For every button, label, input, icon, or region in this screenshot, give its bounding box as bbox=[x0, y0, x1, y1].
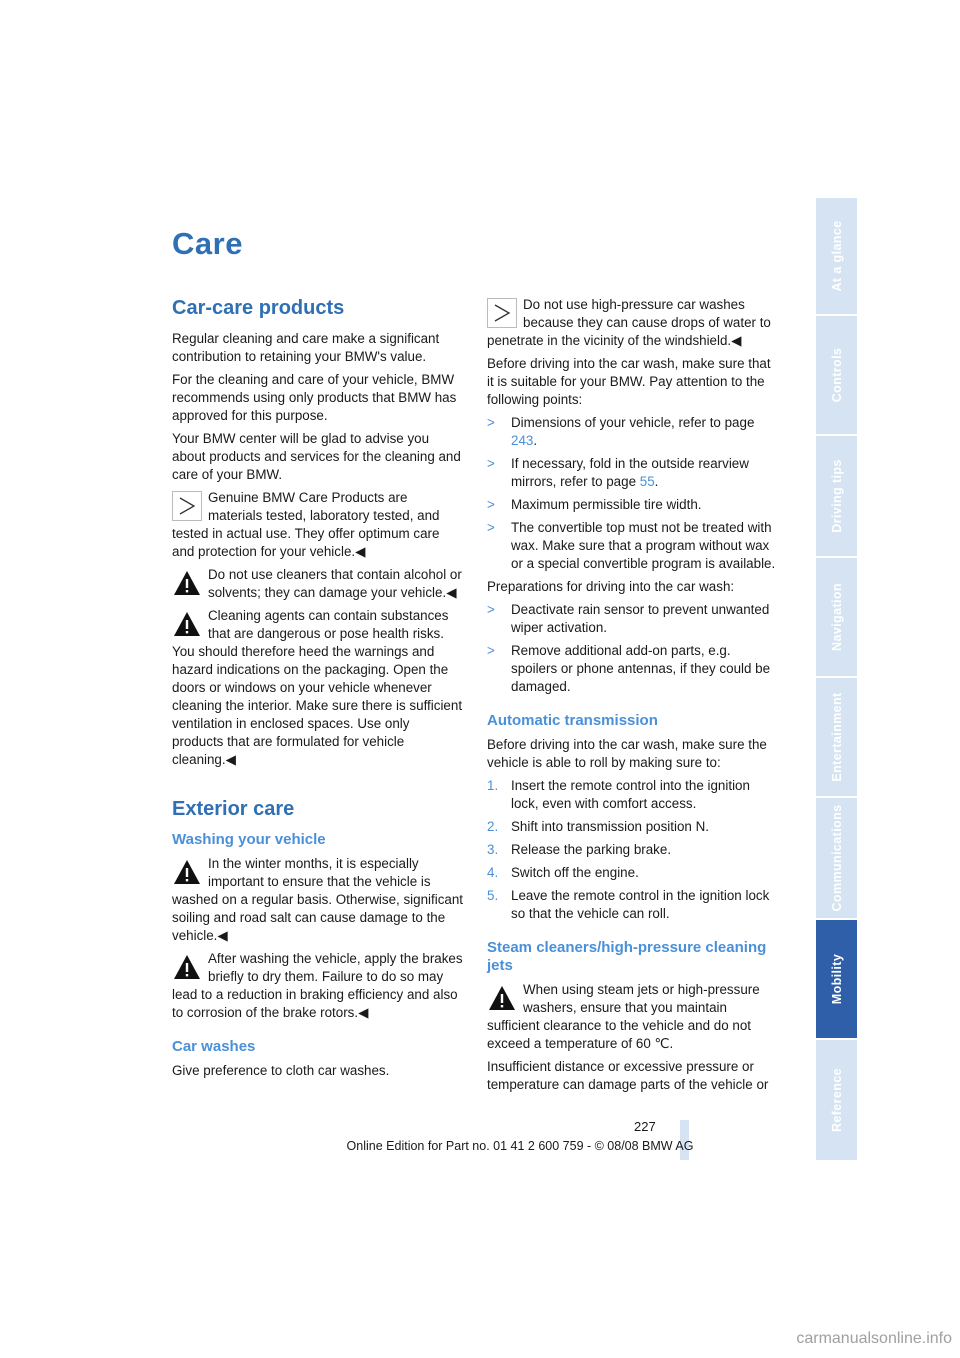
right-column bbox=[487, 296, 779, 1099]
warning-block: Cleaning agents can contain substances that are dangerous or pose health risks. You should therefore heed the warnings and hazard indications on the packaging. Open the doors or windows on your vehicle whenever cleaning the interior. Make sure there is sufficient ventilation in enclosed spaces. Use only products that are formulated for vehicle cleaning.◀ bbox=[172, 608, 463, 767]
warning-icon bbox=[172, 857, 202, 887]
paragraph: Regular cleaning and care make a significant contribution to retaining your BMW's value. bbox=[172, 331, 440, 364]
list-item: > Deactivate rain sensor to prevent unwanted wiper activation. bbox=[487, 602, 770, 635]
step-item: 4. Switch off the engine. bbox=[487, 865, 639, 880]
paragraph: Insufficient distance or excessive pressure or temperature can damage parts of the vehicle or bbox=[487, 1059, 769, 1092]
page-number: 227 bbox=[634, 1119, 656, 1134]
warning-icon bbox=[172, 568, 202, 598]
paragraph: Give preference to cloth car washes. bbox=[172, 1063, 390, 1078]
page-link[interactable]: 55 bbox=[639, 474, 655, 489]
watermark: carmanualsonline.info bbox=[796, 1330, 952, 1347]
warning-icon bbox=[172, 609, 202, 639]
warning-icon bbox=[172, 952, 202, 982]
subheading-steam-cleaners: Steam cleaners/high-pressure cleaning jets bbox=[487, 939, 767, 974]
step-item: 5. Leave the remote control in the ignition lock so that the vehicle can roll. bbox=[487, 888, 770, 921]
chapter-sidebar bbox=[816, 198, 857, 1160]
list-item: > The convertible top must not be treated with wax. Make sure that a program without wax or a special convertible program is available. bbox=[487, 520, 776, 571]
list-item: > Dimensions of your vehicle, refer to page 243. bbox=[487, 415, 755, 448]
tab-communications[interactable]: Communications bbox=[816, 798, 857, 920]
page-link[interactable]: 243 bbox=[511, 433, 534, 448]
warning-block: Do not use cleaners that contain alcohol or solvents; they can damage your vehicle.◀ bbox=[172, 566, 464, 602]
tab-driving-tips[interactable]: Driving tips bbox=[816, 436, 857, 558]
subheading-automatic-transmission: Automatic transmission bbox=[487, 712, 658, 729]
tab-at-a-glance[interactable]: At a glance bbox=[816, 198, 857, 316]
note-icon bbox=[487, 298, 517, 328]
tab-entertainment[interactable]: Entertainment bbox=[816, 678, 857, 798]
tab-controls[interactable]: Controls bbox=[816, 316, 857, 436]
page-title: Care bbox=[172, 226, 243, 261]
paragraph: Preparations for driving into the car wash: bbox=[487, 579, 735, 594]
warning-block: After washing the vehicle, apply the brakes briefly to dry them. Failure to do so may lead to a reduction in braking efficiency and also to corrosion of the brake rotors.◀ bbox=[172, 951, 463, 1020]
step-item: 1. Insert the remote control into the ignition lock, even with comfort access. bbox=[487, 778, 750, 811]
paragraph: Before driving into the car wash, make sure that it is suitable for your BMW. Pay attention to the following points: bbox=[487, 356, 771, 407]
subheading-washing: Washing your vehicle bbox=[172, 831, 326, 848]
list-item: > Maximum permissible tire width. bbox=[487, 497, 702, 512]
section-heading-exterior: Exterior care bbox=[172, 798, 295, 820]
note-icon bbox=[172, 491, 202, 521]
tab-navigation[interactable]: Navigation bbox=[816, 558, 857, 678]
step-item: 3. Release the parking brake. bbox=[487, 842, 672, 857]
note-block: Do not use high-pressure car washes because they can cause drops of water to penetrate in the vicinity of the windshield.◀ bbox=[487, 297, 771, 348]
warning-icon bbox=[487, 983, 517, 1013]
warning-block: When using steam jets or high-pressure washers, ensure that you maintain sufficient clearance to the vehicle and do not exceed a temperature of 60 ℃. bbox=[487, 982, 760, 1051]
paragraph: Your BMW center will be glad to advise you about products and services for the cleaning and care of your BMW. bbox=[172, 431, 461, 482]
note-block: Genuine BMW Care Products are materials tested, laboratory tested, and tested in actual use. They offer optimum care and protection for your vehicle.◀ bbox=[172, 490, 440, 559]
warning-block: In the winter months, it is especially important to ensure that the vehicle is washed on a regular basis. Otherwise, significant soiling and road salt can cause damage to the vehicle.◀ bbox=[172, 856, 464, 943]
subheading-car-washes: Car washes bbox=[172, 1038, 256, 1055]
paragraph: For the cleaning and care of your vehicle, BMW recommends using only products that BMW has approved for this purpose. bbox=[172, 372, 457, 423]
section-heading-car-care: Car-care products bbox=[172, 297, 345, 319]
tab-mobility[interactable]: Mobility bbox=[816, 920, 857, 1040]
left-column bbox=[172, 296, 464, 1085]
paragraph: Before driving into the car wash, make sure the vehicle is able to roll by making sure to: bbox=[487, 737, 767, 770]
list-item: > Remove additional add-on parts, e.g. spoilers or phone antennas, if they could be damaged. bbox=[487, 643, 771, 694]
footer: Online Edition for Part no. 01 41 2 600 759 - © 08/08 BMW AG bbox=[346, 1139, 694, 1153]
list-item: > If necessary, fold in the outside rearview mirrors, refer to page 55. bbox=[487, 456, 749, 489]
step-item: 2. Shift into transmission position N. bbox=[487, 819, 709, 834]
tab-reference[interactable]: Reference bbox=[816, 1040, 857, 1160]
